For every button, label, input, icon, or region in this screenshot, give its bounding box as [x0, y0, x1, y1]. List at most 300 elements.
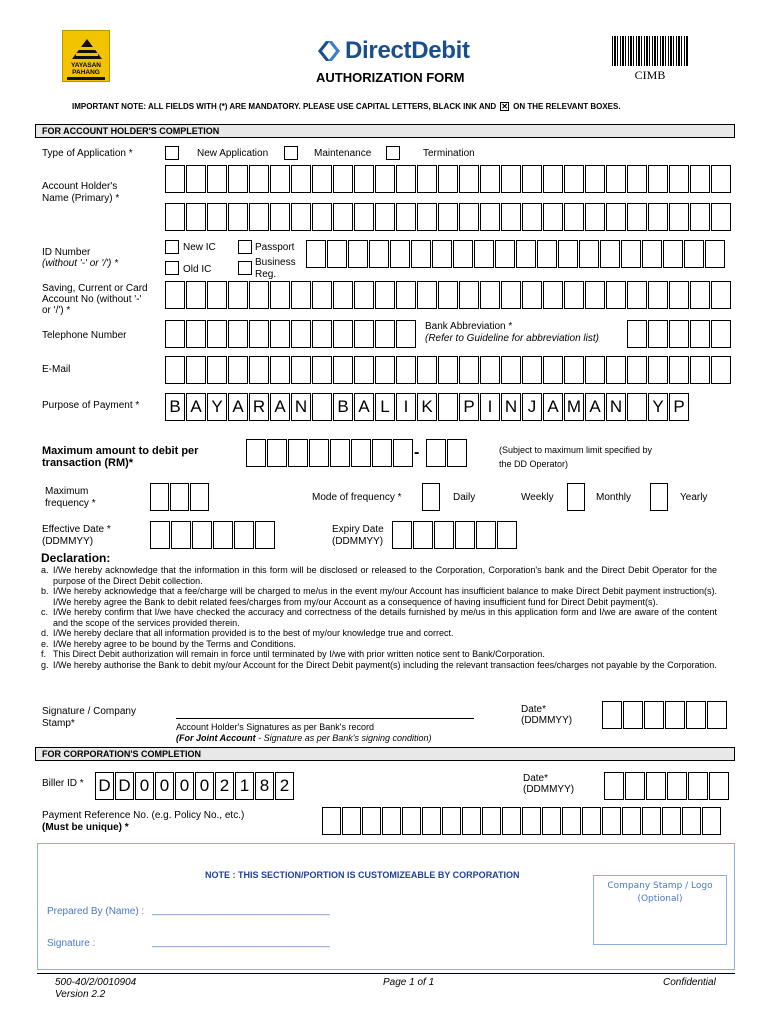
char-box[interactable] — [393, 439, 413, 467]
logo-mark-icon — [64, 33, 110, 63]
char-box[interactable] — [165, 356, 185, 384]
important-note-text: IMPORTANT NOTE: ALL FIELDS WITH (*) ARE MANDATORY. PLEASE USE CAPITAL LETTERS, BLACK INK AND — [72, 102, 497, 111]
business-reg-checkbox[interactable] — [238, 261, 252, 275]
char-box[interactable] — [207, 281, 227, 309]
char-box[interactable] — [207, 320, 227, 348]
char-box[interactable] — [455, 521, 475, 549]
max-frequency-boxes[interactable] — [150, 483, 210, 511]
char-box[interactable] — [434, 521, 454, 549]
char-box[interactable] — [249, 203, 269, 231]
char-box[interactable] — [270, 320, 290, 348]
char-box[interactable] — [354, 281, 374, 309]
char-box[interactable]: P — [459, 393, 479, 421]
monthly-checkbox[interactable] — [650, 483, 668, 511]
payment-ref-boxes[interactable] — [322, 807, 722, 835]
business-reg-label: Business Reg. — [255, 257, 296, 280]
char-box[interactable] — [622, 807, 641, 835]
char-box[interactable] — [417, 356, 437, 384]
char-box[interactable] — [627, 320, 647, 348]
effective-date-boxes[interactable] — [150, 521, 276, 549]
char-box[interactable] — [422, 807, 441, 835]
char-box[interactable] — [625, 772, 645, 800]
char-box[interactable] — [558, 240, 578, 268]
char-box[interactable] — [171, 521, 191, 549]
char-box[interactable]: P — [669, 393, 689, 421]
char-box[interactable] — [291, 203, 311, 231]
char-box[interactable] — [375, 165, 395, 193]
char-box[interactable] — [165, 320, 185, 348]
char-box[interactable] — [249, 356, 269, 384]
char-box[interactable] — [459, 356, 479, 384]
declaration-title: Declaration: — [41, 551, 111, 565]
char-box[interactable] — [396, 203, 416, 231]
char-box[interactable] — [582, 807, 601, 835]
char-box[interactable] — [330, 439, 350, 467]
char-box[interactable] — [354, 165, 374, 193]
char-box[interactable] — [322, 807, 341, 835]
char-box[interactable] — [522, 356, 542, 384]
char-box[interactable] — [669, 281, 689, 309]
char-box[interactable] — [396, 356, 416, 384]
char-box[interactable] — [648, 281, 668, 309]
char-box[interactable] — [709, 772, 729, 800]
signature-line[interactable] — [176, 718, 474, 719]
char-box[interactable] — [342, 807, 361, 835]
payment-ref-label-1: Payment Reference No. (e.g. Policy No., etc.) — [42, 810, 245, 821]
char-box[interactable] — [476, 521, 496, 549]
char-box[interactable]: 0 — [175, 772, 194, 800]
char-box[interactable] — [495, 240, 515, 268]
footer-page: Page 1 of 1 — [383, 977, 435, 988]
char-box[interactable] — [186, 203, 206, 231]
char-box[interactable] — [390, 240, 410, 268]
char-box[interactable]: 8 — [255, 772, 274, 800]
char-box[interactable]: 0 — [135, 772, 154, 800]
footer-code: 500-40/2/0010904 — [55, 977, 137, 988]
email-boxes[interactable] — [165, 356, 732, 384]
char-box[interactable] — [438, 393, 458, 421]
char-box[interactable] — [438, 356, 458, 384]
char-box[interactable]: 0 — [195, 772, 214, 800]
char-box[interactable] — [170, 483, 189, 511]
char-box[interactable]: L — [375, 393, 395, 421]
char-box[interactable]: N — [291, 393, 311, 421]
char-box[interactable] — [627, 281, 647, 309]
char-box[interactable] — [501, 203, 521, 231]
char-box[interactable] — [707, 701, 727, 729]
char-box[interactable] — [186, 281, 206, 309]
char-box[interactable] — [542, 807, 561, 835]
char-box[interactable] — [585, 356, 605, 384]
account-no-label-3: or '/') * — [42, 305, 71, 316]
account-no-label-2: Account No (without '-' — [42, 294, 142, 305]
char-box[interactable] — [417, 203, 437, 231]
char-box[interactable] — [585, 203, 605, 231]
char-box[interactable] — [702, 807, 721, 835]
char-box[interactable] — [665, 701, 685, 729]
corp-date-boxes[interactable] — [604, 772, 730, 800]
char-box[interactable] — [432, 240, 452, 268]
char-box[interactable] — [501, 281, 521, 309]
char-box[interactable] — [690, 320, 710, 348]
max-amount-boxes[interactable] — [246, 439, 414, 467]
char-box[interactable] — [462, 807, 481, 835]
char-box[interactable] — [312, 281, 332, 309]
declaration-item-letter: c. — [41, 607, 49, 617]
prepared-by-label: Prepared By (Name) : — [47, 906, 145, 917]
daily-checkbox[interactable] — [422, 483, 440, 511]
char-box[interactable] — [375, 320, 395, 348]
declaration-item-letter: e. — [41, 638, 49, 649]
char-box[interactable]: 2 — [215, 772, 234, 800]
char-box[interactable] — [663, 240, 683, 268]
char-box[interactable] — [392, 521, 412, 549]
char-box[interactable] — [705, 240, 725, 268]
char-box[interactable] — [312, 203, 332, 231]
id-number-note: (without '-' or '/') * — [42, 258, 118, 269]
char-box[interactable] — [192, 521, 212, 549]
char-box[interactable] — [543, 356, 563, 384]
char-box[interactable] — [606, 203, 626, 231]
char-box[interactable] — [564, 165, 584, 193]
char-box[interactable]: D — [95, 772, 114, 800]
id-number-boxes[interactable] — [306, 240, 726, 268]
char-box[interactable] — [711, 165, 731, 193]
signature-joint-bold: (For Joint Account — [176, 733, 256, 743]
char-box[interactable] — [270, 356, 290, 384]
char-box[interactable]: A — [186, 393, 206, 421]
char-box[interactable] — [621, 240, 641, 268]
char-box[interactable] — [309, 439, 329, 467]
char-box[interactable] — [690, 356, 710, 384]
max-amount-cents-boxes[interactable] — [426, 439, 468, 467]
char-box[interactable] — [585, 281, 605, 309]
barcode — [612, 36, 688, 66]
char-box[interactable] — [688, 772, 708, 800]
char-box[interactable] — [537, 240, 557, 268]
char-box[interactable] — [354, 203, 374, 231]
char-box[interactable] — [438, 281, 458, 309]
maintenance-checkbox[interactable] — [284, 146, 298, 160]
char-box[interactable] — [474, 240, 494, 268]
char-box[interactable] — [667, 772, 687, 800]
char-box[interactable] — [606, 356, 626, 384]
new-ic-checkbox[interactable] — [165, 240, 179, 254]
char-box[interactable] — [602, 807, 621, 835]
effective-date-label: Effective Date * — [42, 524, 111, 535]
char-box[interactable] — [602, 701, 622, 729]
char-box[interactable]: A — [228, 393, 248, 421]
char-box[interactable] — [502, 807, 521, 835]
char-box[interactable] — [690, 165, 710, 193]
char-box[interactable] — [165, 281, 185, 309]
char-box[interactable] — [606, 281, 626, 309]
char-box[interactable] — [711, 281, 731, 309]
char-box[interactable] — [642, 807, 661, 835]
char-box[interactable] — [375, 281, 395, 309]
char-box[interactable] — [646, 772, 666, 800]
bank-abbr-boxes[interactable] — [627, 320, 732, 348]
char-box[interactable] — [684, 240, 704, 268]
char-box[interactable] — [459, 203, 479, 231]
char-box[interactable] — [669, 165, 689, 193]
char-box[interactable] — [522, 807, 541, 835]
signature-joint-rest: - Signature as per Bank's signing condition) — [255, 733, 432, 743]
footer-version: Version 2.2 — [55, 989, 106, 1000]
char-box[interactable] — [480, 203, 500, 231]
char-box[interactable] — [186, 165, 206, 193]
char-box[interactable] — [669, 320, 689, 348]
char-box[interactable] — [501, 165, 521, 193]
char-box[interactable] — [411, 240, 431, 268]
char-box[interactable] — [288, 439, 308, 467]
char-box[interactable]: M — [564, 393, 584, 421]
account-no-boxes[interactable] — [165, 281, 732, 309]
expiry-date-boxes[interactable] — [392, 521, 518, 549]
char-box[interactable] — [501, 356, 521, 384]
char-box[interactable] — [480, 356, 500, 384]
char-box[interactable] — [165, 165, 185, 193]
char-box[interactable] — [291, 165, 311, 193]
char-box[interactable] — [190, 483, 209, 511]
char-box[interactable] — [686, 701, 706, 729]
char-box[interactable] — [522, 203, 542, 231]
char-box[interactable]: D — [115, 772, 134, 800]
char-box[interactable] — [562, 807, 581, 835]
char-box[interactable] — [459, 165, 479, 193]
char-box[interactable] — [270, 281, 290, 309]
char-box[interactable] — [662, 807, 681, 835]
char-box[interactable] — [234, 521, 254, 549]
char-box[interactable]: B — [333, 393, 353, 421]
char-box[interactable] — [402, 807, 421, 835]
expiry-date-format: (DDMMYY) — [332, 536, 384, 547]
char-box[interactable] — [579, 240, 599, 268]
char-box[interactable] — [375, 356, 395, 384]
char-box[interactable] — [480, 165, 500, 193]
holder-name-boxes-row1[interactable] — [165, 165, 732, 193]
holder-name-label-2: Name (Primary) * — [42, 193, 120, 204]
char-box[interactable]: A — [543, 393, 563, 421]
char-box[interactable] — [627, 165, 647, 193]
char-box[interactable] — [522, 165, 542, 193]
char-box[interactable] — [711, 356, 731, 384]
char-box[interactable]: Y — [207, 393, 227, 421]
char-box[interactable] — [213, 521, 233, 549]
char-box[interactable] — [228, 320, 248, 348]
char-box[interactable] — [682, 807, 701, 835]
char-box[interactable]: 0 — [155, 772, 174, 800]
char-box[interactable] — [333, 356, 353, 384]
char-box[interactable] — [312, 165, 332, 193]
char-box[interactable] — [447, 439, 467, 467]
char-box[interactable] — [438, 203, 458, 231]
char-box[interactable] — [150, 483, 169, 511]
limit-note-1: (Subject to maximum limit specified by — [499, 445, 653, 455]
char-box[interactable] — [417, 165, 437, 193]
char-box[interactable] — [351, 439, 371, 467]
char-box[interactable]: 2 — [275, 772, 294, 800]
char-box[interactable] — [354, 356, 374, 384]
char-box[interactable] — [312, 356, 332, 384]
char-box[interactable] — [600, 240, 620, 268]
char-box[interactable] — [482, 807, 501, 835]
char-box[interactable] — [623, 701, 643, 729]
weekly-checkbox[interactable] — [567, 483, 585, 511]
char-box[interactable] — [255, 521, 275, 549]
char-box[interactable] — [543, 203, 563, 231]
char-box[interactable] — [585, 165, 605, 193]
char-box[interactable] — [333, 320, 353, 348]
declaration-item-letter: g. — [41, 659, 49, 670]
char-box[interactable] — [270, 203, 290, 231]
telephone-label: Telephone Number — [42, 330, 127, 341]
char-box[interactable] — [442, 807, 461, 835]
char-box[interactable] — [564, 203, 584, 231]
char-box[interactable] — [711, 320, 731, 348]
char-box[interactable] — [453, 240, 473, 268]
char-box[interactable] — [348, 240, 368, 268]
char-box[interactable] — [516, 240, 536, 268]
char-box[interactable] — [333, 165, 353, 193]
char-box[interactable] — [306, 240, 326, 268]
char-box[interactable] — [372, 439, 392, 467]
char-box[interactable] — [522, 281, 542, 309]
weekly-label: Weekly — [521, 492, 554, 503]
char-box[interactable] — [417, 281, 437, 309]
char-box[interactable] — [543, 281, 563, 309]
char-box[interactable] — [207, 203, 227, 231]
holder-name-boxes-row2[interactable] — [165, 203, 732, 231]
char-box[interactable] — [627, 393, 647, 421]
char-box[interactable] — [642, 240, 662, 268]
old-ic-checkbox[interactable] — [165, 261, 179, 275]
char-box[interactable]: 1 — [235, 772, 254, 800]
char-box[interactable] — [333, 203, 353, 231]
char-box[interactable] — [627, 203, 647, 231]
effective-date-format: (DDMMYY) — [42, 536, 94, 547]
purpose-boxes[interactable] — [165, 393, 690, 421]
char-box[interactable] — [606, 165, 626, 193]
char-box[interactable] — [480, 281, 500, 309]
char-box[interactable] — [543, 165, 563, 193]
biller-id-label: Biller ID * — [42, 778, 84, 789]
char-box[interactable] — [249, 281, 269, 309]
char-box[interactable]: A — [354, 393, 374, 421]
char-box[interactable]: Y — [648, 393, 668, 421]
char-box[interactable] — [165, 203, 185, 231]
char-box[interactable] — [648, 203, 668, 231]
char-box[interactable] — [246, 439, 266, 467]
declaration-item-letter: d. — [41, 628, 49, 638]
char-box[interactable]: I — [396, 393, 416, 421]
char-box[interactable] — [228, 203, 248, 231]
termination-checkbox[interactable] — [386, 146, 400, 160]
char-box[interactable]: A — [270, 393, 290, 421]
char-box[interactable] — [382, 807, 401, 835]
char-box[interactable] — [604, 772, 624, 800]
char-box[interactable] — [690, 203, 710, 231]
telephone-boxes[interactable] — [165, 320, 417, 348]
char-box[interactable] — [564, 281, 584, 309]
char-box[interactable]: K — [417, 393, 437, 421]
max-freq-label-1: Maximum — [45, 486, 89, 497]
char-box[interactable]: A — [585, 393, 605, 421]
char-box[interactable] — [426, 439, 446, 467]
char-box[interactable] — [627, 356, 647, 384]
prepared-by-line[interactable]: ________________________________ — [152, 905, 330, 916]
passport-checkbox[interactable] — [238, 240, 252, 254]
char-box[interactable] — [186, 356, 206, 384]
char-box[interactable] — [228, 356, 248, 384]
char-box[interactable] — [669, 356, 689, 384]
char-box[interactable] — [249, 320, 269, 348]
char-box[interactable] — [207, 165, 227, 193]
corp-signature-line[interactable]: ________________________________ — [152, 937, 330, 948]
char-box[interactable] — [333, 281, 353, 309]
char-box[interactable] — [497, 521, 517, 549]
char-box[interactable]: R — [249, 393, 269, 421]
char-box[interactable] — [369, 240, 389, 268]
char-box[interactable] — [228, 281, 248, 309]
char-box[interactable] — [267, 439, 287, 467]
char-box[interactable] — [690, 281, 710, 309]
char-box[interactable] — [644, 701, 664, 729]
char-box[interactable] — [291, 356, 311, 384]
char-box[interactable] — [228, 165, 248, 193]
char-box[interactable] — [438, 165, 458, 193]
char-box[interactable] — [312, 320, 332, 348]
char-box[interactable]: I — [480, 393, 500, 421]
char-box[interactable] — [648, 165, 668, 193]
char-box[interactable] — [396, 165, 416, 193]
char-box[interactable] — [413, 521, 433, 549]
char-box[interactable] — [270, 165, 290, 193]
char-box[interactable] — [459, 281, 479, 309]
new-application-checkbox[interactable] — [165, 146, 179, 160]
char-box[interactable] — [327, 240, 347, 268]
char-box[interactable] — [207, 356, 227, 384]
char-box[interactable] — [291, 320, 311, 348]
char-box[interactable] — [396, 281, 416, 309]
declaration-item-text: I/We hereby authorise the Bank to debit my/our Account for the Direct Debit payment(s) including the relevant transaction fees/charges not payable by the Corporation. — [53, 659, 717, 670]
char-box[interactable] — [354, 320, 374, 348]
declaration-date-boxes[interactable] — [602, 701, 728, 729]
char-box[interactable] — [648, 320, 668, 348]
biller-id-boxes[interactable] — [95, 772, 295, 800]
char-box[interactable] — [711, 203, 731, 231]
char-box[interactable] — [362, 807, 381, 835]
char-box[interactable] — [186, 320, 206, 348]
char-box[interactable]: N — [501, 393, 521, 421]
char-box[interactable]: N — [606, 393, 626, 421]
char-box[interactable] — [312, 393, 332, 421]
char-box[interactable] — [669, 203, 689, 231]
char-box[interactable]: B — [165, 393, 185, 421]
declaration-item-letter: f. — [41, 649, 47, 659]
declaration-item-text: I/We hereby acknowledge that a fee/charge will be charged to me/us in the event my/our Account has insufficient balance to make Direct Debit payment instruction(s). I/We hereby agree the Bank to debit related fees/charges from my/our Account as a consequence of having insufficient fund for Direct Debit payment(s). — [53, 586, 717, 607]
char-box[interactable] — [249, 165, 269, 193]
char-box[interactable]: J — [522, 393, 542, 421]
char-box[interactable] — [375, 203, 395, 231]
corp-signature-label: Signature : — [47, 938, 96, 949]
char-box[interactable] — [291, 281, 311, 309]
char-box[interactable] — [564, 356, 584, 384]
char-box[interactable] — [648, 356, 668, 384]
char-box[interactable] — [396, 320, 416, 348]
char-box[interactable] — [150, 521, 170, 549]
bank-abbr-note: (Refer to Guideline for abbreviation list) — [425, 333, 599, 344]
